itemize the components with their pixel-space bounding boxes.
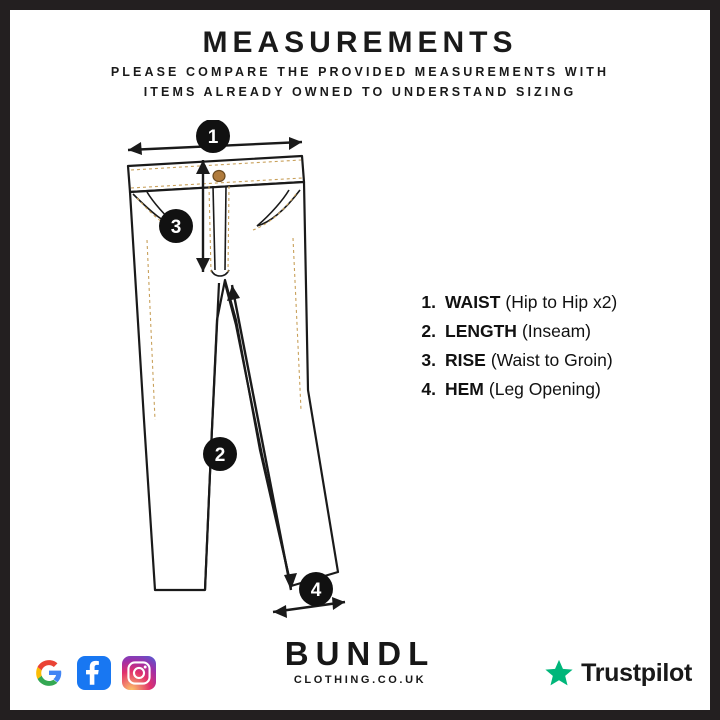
legend-description: (Inseam) [521, 321, 591, 341]
legend-item-length [408, 321, 698, 342]
brand-name: BUNDL [284, 635, 436, 672]
card-inner [10, 10, 710, 710]
subtitle-line-2: ITEMS ALREADY OWNED TO UNDERSTAND SIZING [143, 85, 577, 99]
legend-number: 4. [421, 379, 436, 399]
page-title: MEASUREMENTS [202, 26, 518, 59]
legend-description: (Waist to Groin) [490, 350, 613, 370]
legend-term: LENGTH [445, 321, 517, 341]
jeans-svg [95, 120, 395, 630]
marker-1-label: 1 [207, 127, 219, 148]
marker-4 [299, 572, 333, 606]
trustpilot-star-icon [544, 658, 574, 688]
marker-3-label: 3 [170, 217, 182, 238]
legend-number: 1. [421, 292, 436, 312]
jeans-diagram [95, 120, 395, 630]
brand-website: CLOTHING.CO.UK [293, 674, 427, 686]
legend-item-rise [408, 350, 698, 371]
subtitle-line-1: PLEASE COMPARE THE PROVIDED MEASUREMENTS WITH [110, 65, 610, 79]
legend-item-waist [408, 292, 698, 313]
page-subtitle [60, 62, 660, 102]
measurement-legend [408, 292, 698, 408]
marker-2-label: 2 [214, 445, 226, 466]
marker-2 [203, 437, 237, 471]
legend-description: (Leg Opening) [488, 379, 601, 399]
legend-item-hem [408, 379, 698, 400]
legend-term: WAIST [445, 292, 501, 312]
marker-3 [159, 209, 193, 243]
legend-term: HEM [445, 379, 484, 399]
legend-term: RISE [445, 350, 486, 370]
jeans-outline [128, 156, 338, 590]
marker-4-label: 4 [310, 580, 322, 601]
legend-number: 2. [421, 321, 436, 341]
marker-1 [196, 120, 230, 153]
trustpilot-label: Trustpilot [581, 658, 692, 687]
legend-number: 3. [421, 350, 436, 370]
legend-description: (Hip to Hip x2) [505, 292, 618, 312]
trustpilot-logo[interactable] [544, 658, 692, 688]
